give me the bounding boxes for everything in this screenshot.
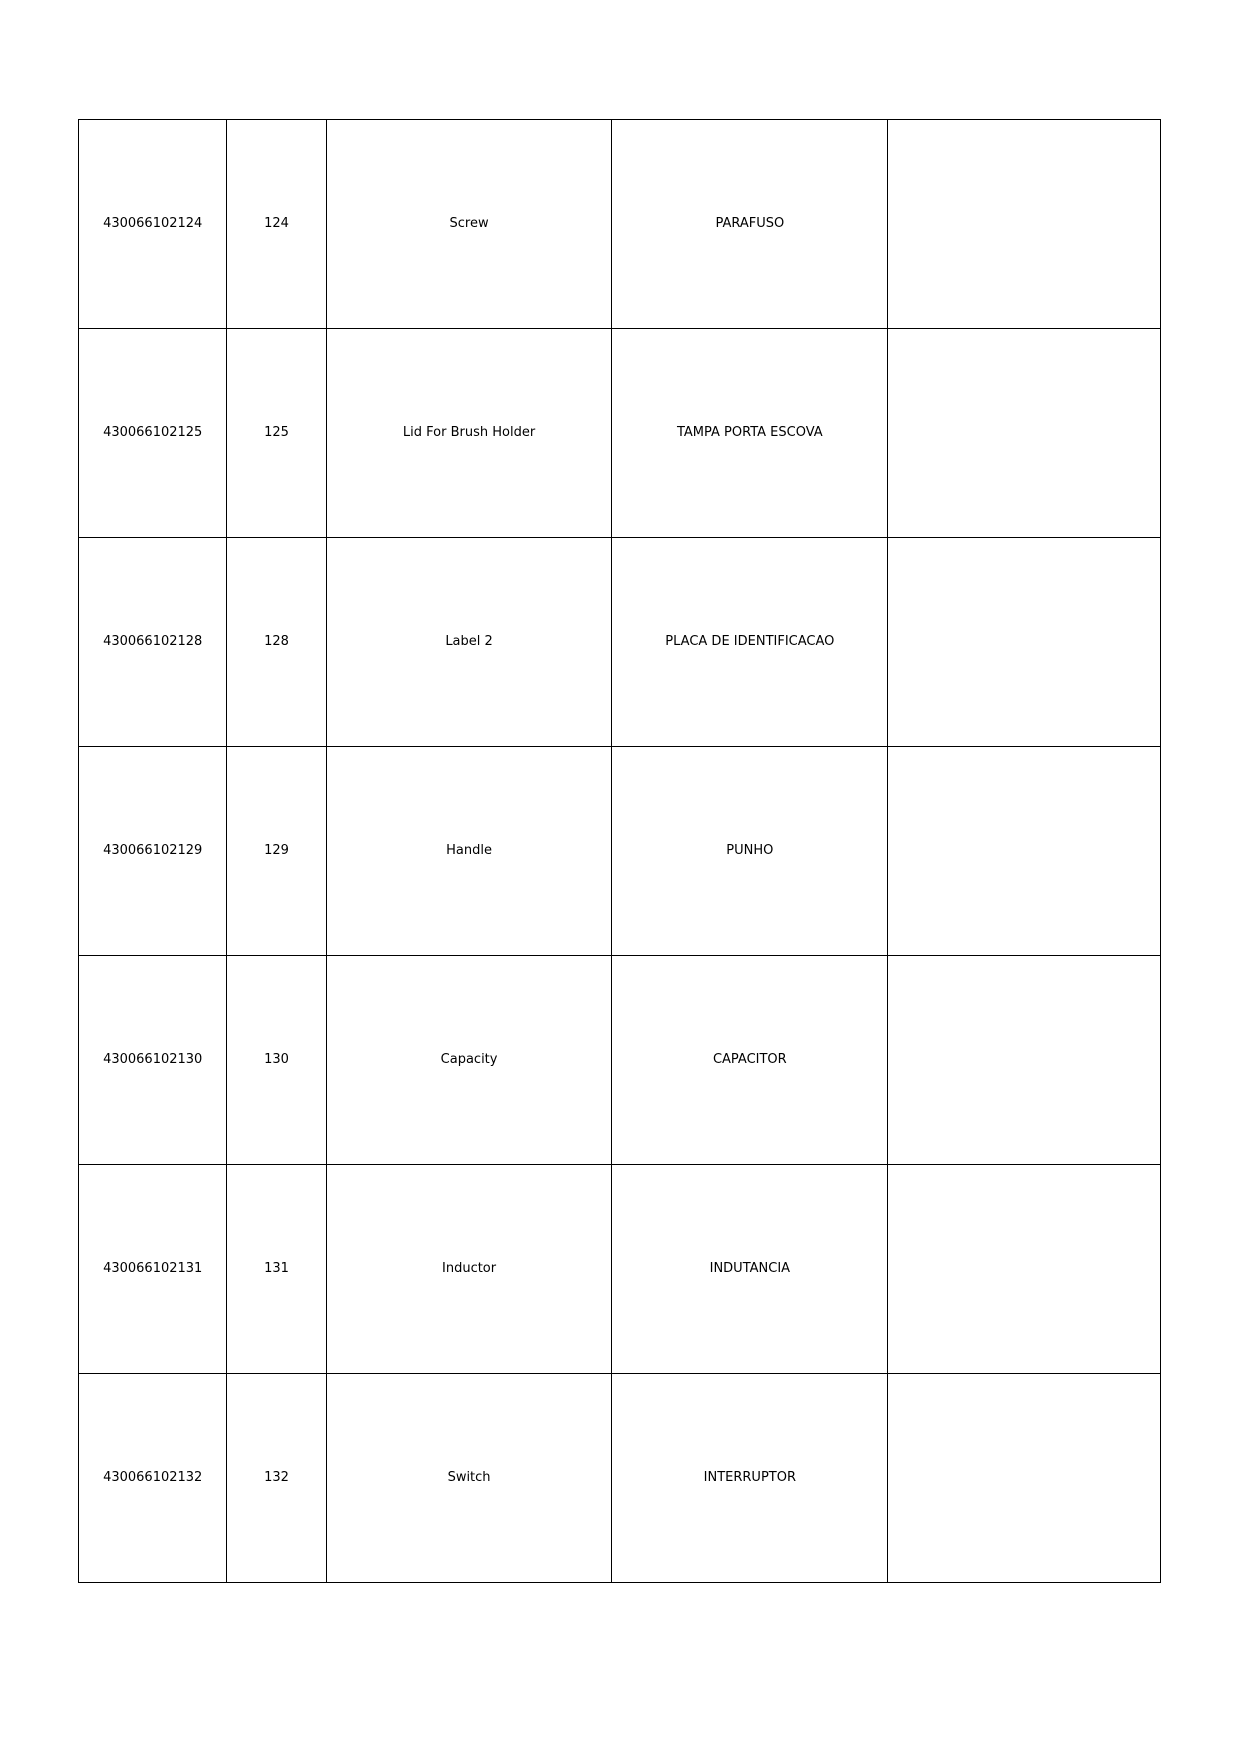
description-en-cell: Capacity [326, 956, 612, 1165]
table-row [79, 747, 1161, 956]
notes-cell [888, 1374, 1161, 1583]
description-pt-cell: PLACA DE IDENTIFICACAO [612, 538, 888, 747]
description-pt-cell: INTERRUPTOR [612, 1374, 888, 1583]
position-cell: 125 [227, 329, 326, 538]
notes-cell [888, 956, 1161, 1165]
position-cell: 128 [227, 538, 326, 747]
table-row [79, 956, 1161, 1165]
position-cell: 131 [227, 1165, 326, 1374]
description-pt-cell: PARAFUSO [612, 120, 888, 329]
table-row [79, 1165, 1161, 1374]
notes-cell [888, 120, 1161, 329]
position-cell: 132 [227, 1374, 326, 1583]
description-en-cell: Handle [326, 747, 612, 956]
notes-cell [888, 747, 1161, 956]
part-code-cell: 430066102129 [79, 747, 227, 956]
description-en-cell: Switch [326, 1374, 612, 1583]
part-code-cell: 430066102131 [79, 1165, 227, 1374]
description-en-cell: Lid For Brush Holder [326, 329, 612, 538]
position-cell: 124 [227, 120, 326, 329]
part-code-cell: 430066102124 [79, 120, 227, 329]
table-row [79, 120, 1161, 329]
notes-cell [888, 1165, 1161, 1374]
description-pt-cell: PUNHO [612, 747, 888, 956]
position-cell: 129 [227, 747, 326, 956]
table-row [79, 538, 1161, 747]
position-cell: 130 [227, 956, 326, 1165]
part-code-cell: 430066102125 [79, 329, 227, 538]
table-row [79, 329, 1161, 538]
description-en-cell: Screw [326, 120, 612, 329]
description-en-cell: Label 2 [326, 538, 612, 747]
notes-cell [888, 538, 1161, 747]
description-pt-cell: INDUTANCIA [612, 1165, 888, 1374]
notes-cell [888, 329, 1161, 538]
description-en-cell: Inductor [326, 1165, 612, 1374]
table-row [79, 1374, 1161, 1583]
part-code-cell: 430066102128 [79, 538, 227, 747]
description-pt-cell: CAPACITOR [612, 956, 888, 1165]
part-code-cell: 430066102132 [79, 1374, 227, 1583]
part-code-cell: 430066102130 [79, 956, 227, 1165]
parts-table [78, 119, 1161, 1583]
description-pt-cell: TAMPA PORTA ESCOVA [612, 329, 888, 538]
